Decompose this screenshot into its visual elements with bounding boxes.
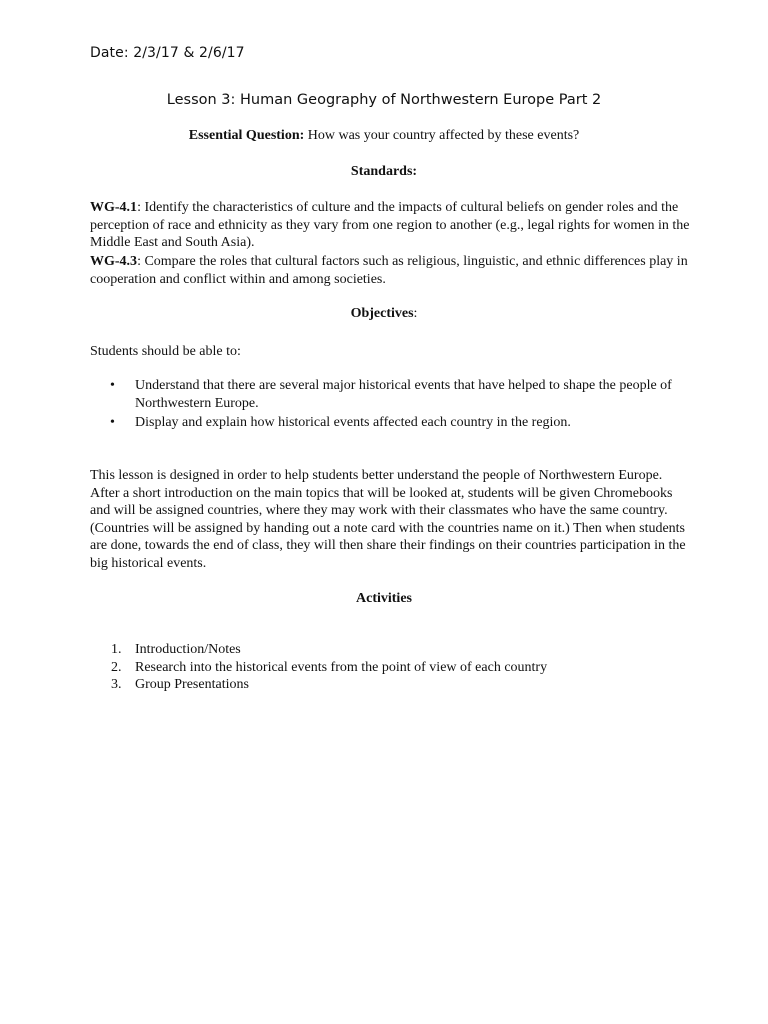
objective-text: Understand that there are several major historical events that have helped to shape the people of Northwestern Europe.: [135, 378, 672, 411]
standard-item: [90, 253, 690, 288]
objective-text: Display and explain how historical events affected each country in the region.: [135, 415, 571, 431]
list-number: 3.: [111, 677, 122, 693]
objectives-heading-suffix: :: [413, 306, 418, 321]
objectives-list: [90, 377, 690, 432]
list-item: [90, 641, 690, 659]
list-item: [90, 676, 690, 694]
list-number: 2.: [111, 659, 122, 675]
standard-code: WG-4.1: [90, 200, 138, 215]
standard-code: WG-4.3: [90, 254, 138, 269]
list-item: [90, 377, 690, 412]
list-item: [90, 659, 690, 677]
essential-question-text: How was your country affected by these events?: [304, 128, 580, 143]
activity-text: Research into the historical events from the point of view of each country: [135, 659, 548, 675]
activity-text: Group Presentations: [135, 677, 249, 693]
bullet-marker: •: [110, 378, 115, 393]
lesson-title: Lesson 3: Human Geography of Northwestern Europe Part 2: [166, 92, 602, 108]
objectives-intro: Students should be able to:: [90, 344, 241, 359]
activities-list: [90, 641, 690, 694]
list-number: 1.: [111, 642, 122, 657]
lesson-date: Date: 2/3/17 & 2/6/17: [90, 45, 245, 61]
lesson-description: This lesson is designed in order to help students better understand the people of Northwestern Europe. After a short introduction on the main topics that will be looked at, students will be given Chromebooks and will be assigned countries, where they may work with their classmates who have the same country. (Countries will be assigned by handing out a note card with the countries name on it.) Then when students are done, towards the end of class, they will then share their findings on their countries participation in the big historical events.: [90, 468, 686, 571]
objectives-heading: [0, 306, 768, 322]
essential-question: [0, 128, 768, 144]
standard-item: [90, 199, 690, 252]
essential-question-label: Essential Question:: [188, 128, 305, 143]
activity-text: Introduction/Notes: [135, 642, 241, 657]
standards-heading: Standards:: [350, 164, 418, 179]
objectives-heading-label: Objectives: [350, 306, 414, 321]
list-item: [90, 414, 690, 432]
activities-heading: Activities: [356, 591, 412, 606]
standard-text: : Compare the roles that cultural factors such as religious, linguistic, and ethnic differences play in cooperation and conflict within and among societies.: [90, 254, 688, 287]
bullet-marker: •: [110, 415, 115, 431]
standard-text: : Identify the characteristics of culture and the impacts of cultural beliefs on gender roles and the perception of race and ethnicity as they vary from one region to another (e.g., legal rights for women in the Middle East and South Asia).: [90, 200, 690, 251]
